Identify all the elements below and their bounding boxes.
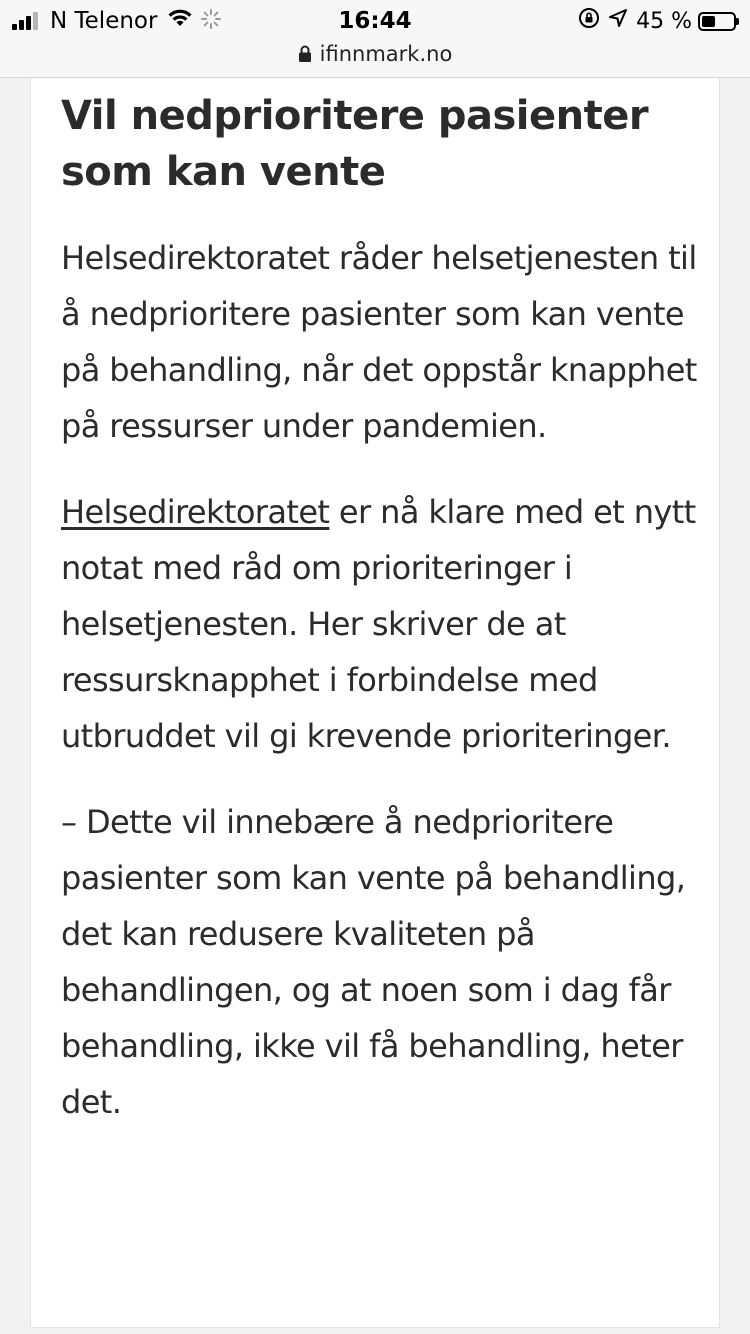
lock-icon [298, 45, 312, 63]
paragraph-2 [61, 484, 701, 764]
url-text: ifinnmark.no [319, 42, 453, 66]
paragraph-1: Helsedirektoratet råder helsetjenesten til å nedprioritere pasienter som kan vente på behandling, når det oppstår knapphet på ressurser under pandemien. [61, 239, 697, 445]
article-card [30, 78, 720, 1328]
orientation-lock-icon [578, 7, 600, 35]
carrier-name: N Telenor [50, 8, 158, 34]
location-icon [608, 8, 628, 34]
paragraph-3: – Dette vil innebære å nedprioritere pasienter som kan vente på behandling, det kan redusere kvaliteten på behandlingen, og at noen som i dag får behandling, ikke vil få behandling, heter det. [61, 803, 686, 1121]
battery-icon [698, 12, 736, 31]
status-bar [0, 0, 750, 78]
clock: 16:44 [338, 8, 412, 34]
article-content [61, 88, 701, 1130]
status-right [578, 6, 736, 36]
battery-percent: 45 % [636, 8, 692, 34]
helsedirektoratet-link[interactable]: Helsedirektoratet [61, 493, 330, 531]
article-heading: Vil nedprioritere pasienter som kan vente [61, 93, 649, 195]
paragraph-2-text: er nå klare med et nytt notat med råd om prioriteringer i helsetjenesten. Her skriver de at ressursknapphet i forbindelse med utbruddet vil gi krevende prioriteringer. [61, 493, 696, 755]
address-bar[interactable] [0, 40, 750, 68]
